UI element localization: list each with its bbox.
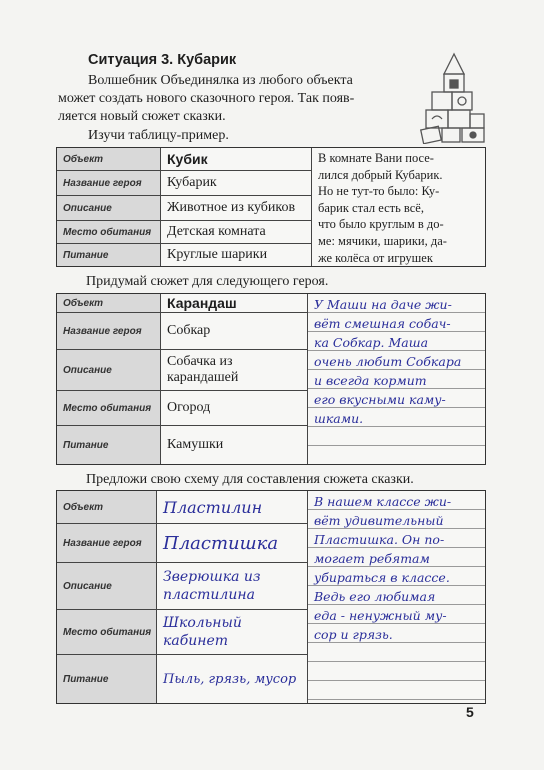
custom-scheme-table — [56, 490, 486, 704]
label-hero-name: Название героя — [57, 171, 161, 195]
story-line: же колёса от игрушек — [318, 250, 433, 265]
story-line: еда - ненужный му- — [314, 608, 447, 623]
label-habitat: Место обитания — [57, 391, 161, 425]
label-hero-name: Название героя — [57, 524, 157, 562]
value-description — [161, 350, 307, 390]
label-description: Описание — [57, 350, 161, 390]
label-food: Питание — [57, 655, 157, 703]
story-line: вёт удивительный — [314, 513, 444, 528]
value-object: Карандаш — [167, 295, 237, 311]
label-description: Описание — [57, 563, 157, 609]
instruction-propose-scheme: Предложи свою схему для составления сюжета сказки. — [86, 472, 414, 487]
story-line: очень любит Собкара — [314, 354, 462, 369]
story-line: У Маши на даче жи- — [314, 297, 452, 312]
intro-line: может создать нового сказочного героя. Так появ- — [58, 91, 355, 106]
intro-paragraph — [58, 72, 396, 126]
label-habitat: Место обитания — [57, 610, 157, 654]
value-hero-name: Собкар — [167, 323, 211, 338]
value-description-line: Собачка из — [167, 354, 233, 369]
value-food: Камушки — [167, 437, 224, 452]
page-number: 5 — [466, 704, 474, 720]
value-description-line: пластилина — [163, 587, 255, 603]
story-line: убираться в классе. — [314, 570, 450, 585]
value-habitat-line: кабинет — [163, 633, 229, 649]
story-line: вёт смешная собач- — [314, 316, 451, 331]
label-habitat: Место обитания — [57, 221, 161, 243]
story-line: его вкусными каму- — [314, 392, 446, 407]
value-habitat-line: Школьный — [163, 615, 242, 631]
value-hero-name: Пластишка — [163, 532, 279, 554]
story-line: ме: мячики, шарики, да- — [318, 233, 447, 248]
value-habitat — [157, 610, 307, 654]
intro-line: ляется новый сюжет сказки. — [58, 109, 226, 124]
handwritten-story — [308, 294, 485, 464]
story-line: и всегда кормит — [314, 373, 427, 388]
story-line: Ведь его любимая — [314, 589, 436, 604]
story-text — [312, 148, 484, 266]
section-title: Ситуация 3. Кубарик — [88, 52, 237, 68]
story-line: что было круглым в до- — [318, 217, 444, 232]
handwritten-story — [308, 491, 485, 703]
label-hero-name: Название героя — [57, 313, 161, 349]
value-object: Пластилин — [163, 497, 263, 517]
story-line: сор и грязь. — [314, 627, 393, 642]
story-line: Пластишка. Он по- — [314, 532, 445, 547]
value-description-line: карандашей — [167, 370, 239, 385]
example-table — [56, 147, 486, 267]
value-description — [157, 563, 307, 609]
value-food: Круглые шарики — [167, 247, 268, 262]
story-line: Но не тут-то было: Ку- — [318, 184, 440, 199]
story-line: могает ребятам — [314, 551, 430, 566]
story-line: В комнате Вани посе- — [318, 151, 434, 165]
value-food: Пыль, грязь, мусор — [163, 671, 297, 687]
story-line: В нашем классе жи- — [314, 494, 452, 509]
label-food: Питание — [57, 426, 161, 464]
story-line: лился добрый Кубарик. — [318, 167, 443, 182]
instruction-study-table: Изучи таблицу-пример. — [88, 128, 229, 143]
label-object: Объект — [57, 491, 157, 523]
label-description: Описание — [57, 196, 161, 220]
intro-line: Волшебник Объединялка из любого объекта — [88, 73, 353, 88]
value-object: Кубик — [167, 151, 208, 167]
story-line: шками. — [314, 411, 364, 426]
story-line: ка Собкар. Маша — [314, 335, 429, 350]
value-description: Животное из кубиков — [167, 200, 296, 215]
value-description-line: Зверюшка из — [163, 569, 261, 585]
value-habitat: Детская комната — [167, 224, 266, 239]
story-line: барик стал есть всё, — [318, 200, 424, 215]
cube-castle-illustration-icon — [420, 52, 490, 144]
value-hero-name: Кубарик — [167, 175, 217, 190]
label-object: Объект — [57, 148, 161, 170]
instruction-invent-plot: Придумай сюжет для следующего героя. — [86, 274, 329, 289]
label-object: Объект — [57, 294, 161, 312]
value-habitat: Огород — [167, 400, 211, 415]
label-food: Питание — [57, 244, 161, 266]
pencil-hero-table — [56, 293, 486, 465]
